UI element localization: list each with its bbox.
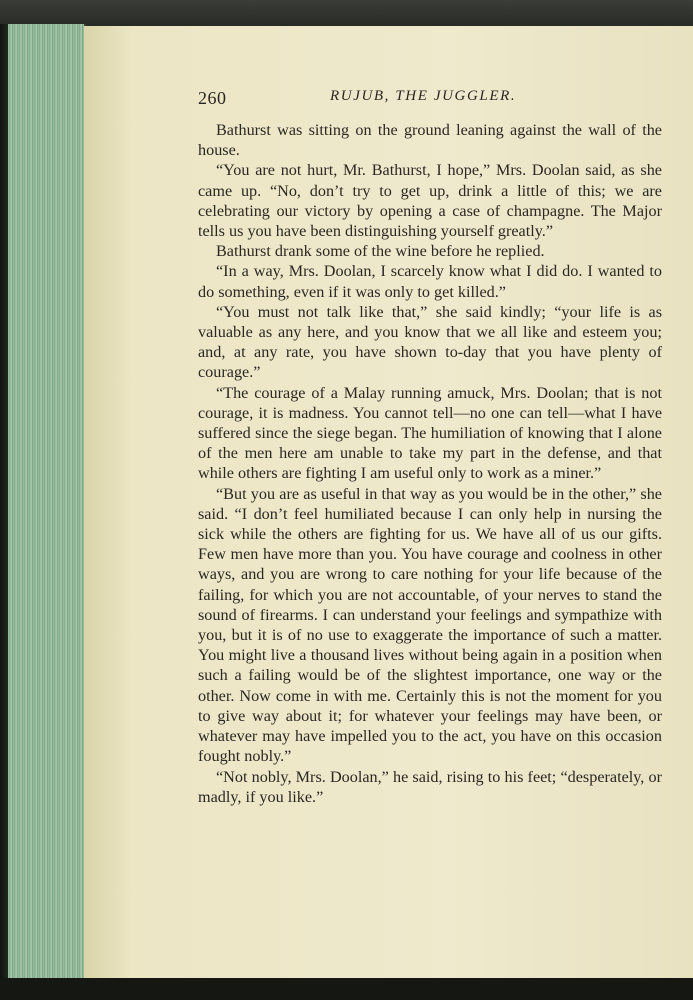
paragraph: Bathurst drank some of the wine before he replied. xyxy=(216,242,545,261)
body-text xyxy=(198,120,662,807)
paragraph: “You are not hurt, Mr. Bathurst, I hope,” Mrs. Doolan said, as she came up. “No, don’t try to get up, drink a little of this; we are celebrating our victory by opening a case of champagne. The Major tells us you have been distinguishing yourself greatly.” xyxy=(198,161,662,241)
page-edges-stack xyxy=(8,24,86,979)
running-title: RUJUB, THE JUGGLER. xyxy=(330,88,517,104)
book-cover-top-edge xyxy=(0,0,693,26)
paragraph: “But you are as useful in that way as you would be in the other,” she said. “I don’t feel humiliated because I can only help in nursing the sick while the others are fighting for us. We have all of us our gifts. Few men have more than you. You have courage and coolness in other ways, and you are wrong to care nothing for your life because of the failing, for which you are not accountable, of your nerves to stand the sound of firearms. I can understand your feelings and sympathize with you, but it is of no use to exaggerate the importance of such a matter. You might live a thousand lives without being again in a position when such a failing would be of the slightest importance, one way or the other. Now come in with me. Certainly this is not the moment for you to give way about it; for whatever your feelings may have been, or whatever may have impelled you to the act, you have on this occasion fought nobly.” xyxy=(198,484,662,766)
paragraph: Bathurst was sitting on the ground leaning against the wall of the house. xyxy=(198,121,662,160)
book-bottom-edge xyxy=(0,978,693,1000)
paragraph: “The courage of a Malay running amuck, Mrs. Doolan; that is not courage, it is madness. You cannot tell—no one can tell—what I have suffered since the siege began. The humiliation of knowing that I alone of the men here am unable to take my part in the defense, and that while others are fighting I am useful only to work as a miner.” xyxy=(198,383,662,483)
paragraph: “You must not talk like that,” she said kindly; “your life is as valuable as any here, and you know that we all like and esteem you; and, at any rate, you have shown to-day that you have plenty of courage.” xyxy=(198,302,662,382)
page-number: 260 xyxy=(198,88,227,108)
paragraph: “In a way, Mrs. Doolan, I scarcely know what I did do. I wanted to do something, even if it was only to get killed.” xyxy=(198,262,662,301)
page-header xyxy=(198,86,668,108)
paragraph: “Not nobly, Mrs. Doolan,” he said, rising to his feet; “desperately, or madly, if you like.” xyxy=(198,767,662,806)
